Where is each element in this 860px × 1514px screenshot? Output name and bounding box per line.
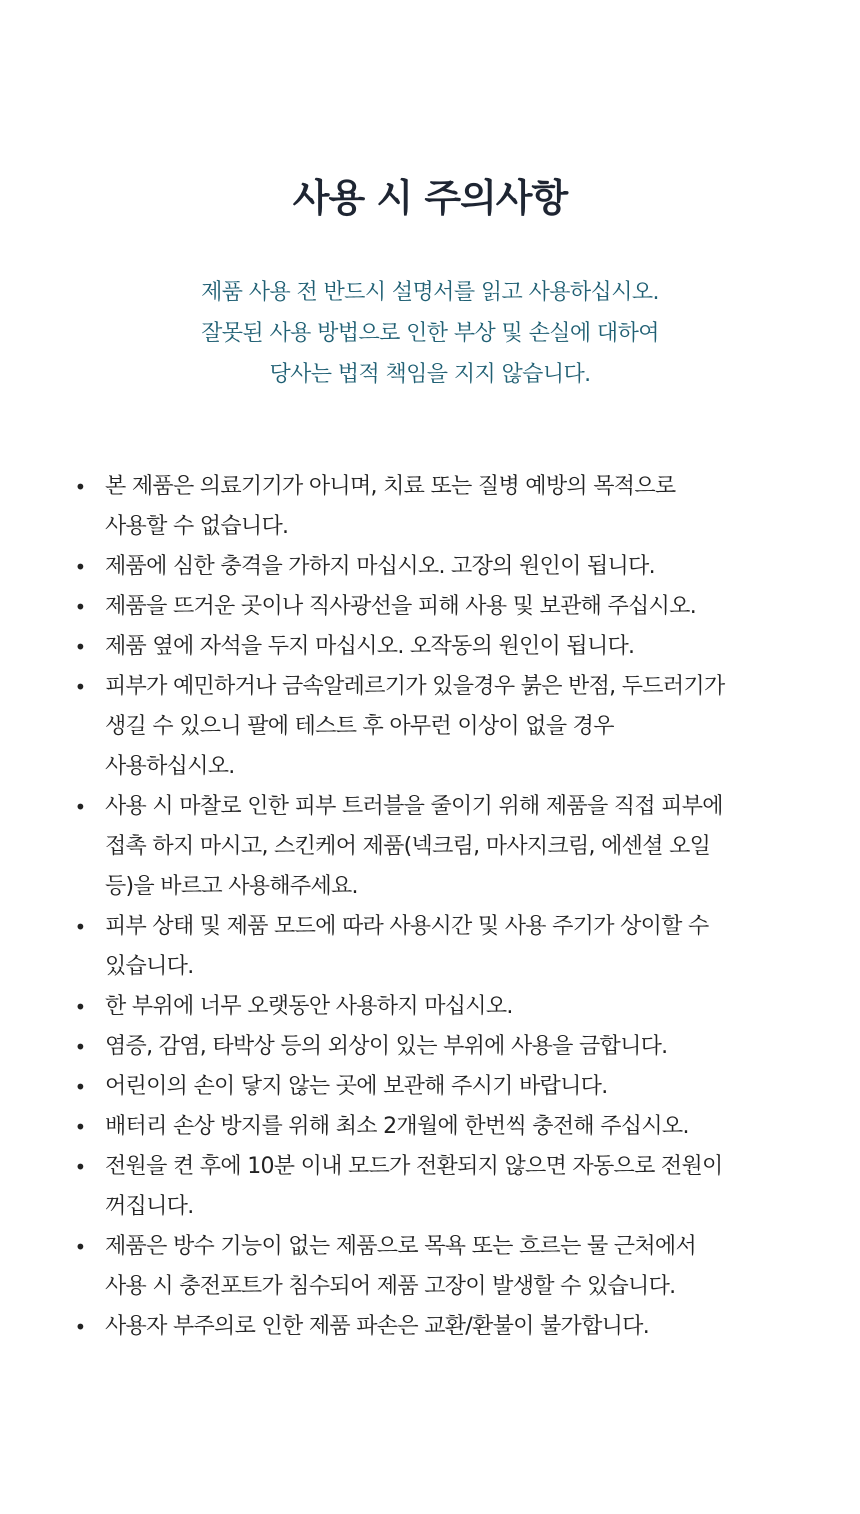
caution-item-text: 본 제품은 의료기기가 아니며, 치료 또는 질병 예방의 목적으로 — [105, 474, 676, 499]
caution-item — [72, 467, 796, 547]
caution-item — [72, 1307, 796, 1347]
bullet-icon: • — [74, 1075, 86, 1099]
caution-item-text: 생길 수 있으니 팔에 테스트 후 아무런 이상이 없을 경우 — [105, 714, 614, 739]
bullet-icon: • — [74, 1115, 86, 1139]
caution-item-text: 제품 옆에 자석을 두지 마십시오. 오작동의 원인이 됩니다. — [105, 634, 635, 659]
bullet-icon: • — [74, 995, 86, 1019]
caution-item-text: 염증, 감염, 타박상 등의 외상이 있는 부위에 사용을 금합니다. — [105, 1034, 668, 1059]
caution-item — [72, 907, 796, 987]
bullet-icon: • — [74, 1235, 86, 1259]
bullet-icon: • — [74, 475, 86, 499]
disclaimer-line: 당사는 법적 책임을 지지 않습니다. — [269, 362, 591, 387]
caution-item-text: 전원을 켠 후에 10분 이내 모드가 전환되지 않으면 자동으로 전원이 — [105, 1154, 723, 1179]
caution-item-text: 등)을 바르고 사용해주세요. — [105, 874, 358, 899]
caution-list — [72, 467, 796, 1347]
caution-item-text: 한 부위에 너무 오랫동안 사용하지 마십시오. — [105, 994, 513, 1019]
bullet-icon: • — [74, 1155, 86, 1179]
caution-item-text: 제품은 방수 기능이 없는 제품으로 목욕 또는 흐르는 물 근처에서 — [105, 1234, 696, 1259]
caution-item-text: 접촉 하지 마시고, 스킨케어 제품(넥크림, 마사지크림, 에센셜 오일 — [105, 834, 711, 859]
caution-item — [72, 1027, 796, 1067]
bullet-icon: • — [74, 795, 86, 819]
caution-item-text: 피부 상태 및 제품 모드에 따라 사용시간 및 사용 주기가 상이할 수 — [105, 914, 709, 939]
bullet-icon: • — [74, 635, 86, 659]
caution-item — [72, 1227, 796, 1307]
caution-item — [72, 1067, 796, 1107]
disclaimer-line: 제품 사용 전 반드시 설명서를 읽고 사용하십시오. — [201, 280, 659, 305]
caution-item-text: 사용하십시오. — [105, 754, 235, 779]
caution-item — [72, 667, 796, 787]
caution-item — [72, 547, 796, 587]
caution-item-text: 어린이의 손이 닿지 않는 곳에 보관해 주시기 바랍니다. — [105, 1074, 608, 1099]
bullet-icon: • — [74, 1315, 86, 1339]
caution-item — [72, 1107, 796, 1147]
caution-item-text: 배터리 손상 방지를 위해 최소 2개월에 한번씩 충전해 주십시오. — [105, 1114, 689, 1139]
bullet-icon: • — [74, 915, 86, 939]
bullet-icon: • — [74, 1035, 86, 1059]
bullet-icon: • — [74, 555, 86, 579]
caution-item-text: 꺼집니다. — [105, 1194, 194, 1219]
disclaimer-notice — [0, 272, 860, 395]
bullet-icon: • — [74, 675, 86, 699]
caution-item — [72, 987, 796, 1027]
caution-item-text: 사용 시 마찰로 인한 피부 트러블을 줄이기 위해 제품을 직접 피부에 — [105, 794, 723, 819]
disclaimer-line: 잘못된 사용 방법으로 인한 부상 및 손실에 대하여 — [201, 321, 659, 346]
bullet-icon: • — [74, 595, 86, 619]
caution-item-text: 사용 시 충전포트가 침수되어 제품 고장이 발생할 수 있습니다. — [105, 1274, 676, 1299]
caution-item — [72, 627, 796, 667]
caution-item — [72, 587, 796, 627]
page-title: 사용 시 주의사항 — [292, 176, 568, 220]
caution-item-text: 피부가 예민하거나 금속알레르기가 있을경우 붉은 반점, 두드러기가 — [105, 674, 725, 699]
caution-item-text: 사용자 부주의로 인한 제품 파손은 교환/환불이 불가합니다. — [105, 1314, 650, 1339]
caution-item-text: 있습니다. — [105, 954, 194, 979]
caution-item — [72, 1147, 796, 1227]
caution-item-text: 제품을 뜨거운 곳이나 직사광선을 피해 사용 및 보관해 주십시오. — [105, 594, 696, 619]
caution-item — [72, 787, 796, 907]
caution-item-text: 사용할 수 없습니다. — [105, 514, 289, 539]
caution-item-text: 제품에 심한 충격을 가하지 마십시오. 고장의 원인이 됩니다. — [105, 554, 655, 579]
